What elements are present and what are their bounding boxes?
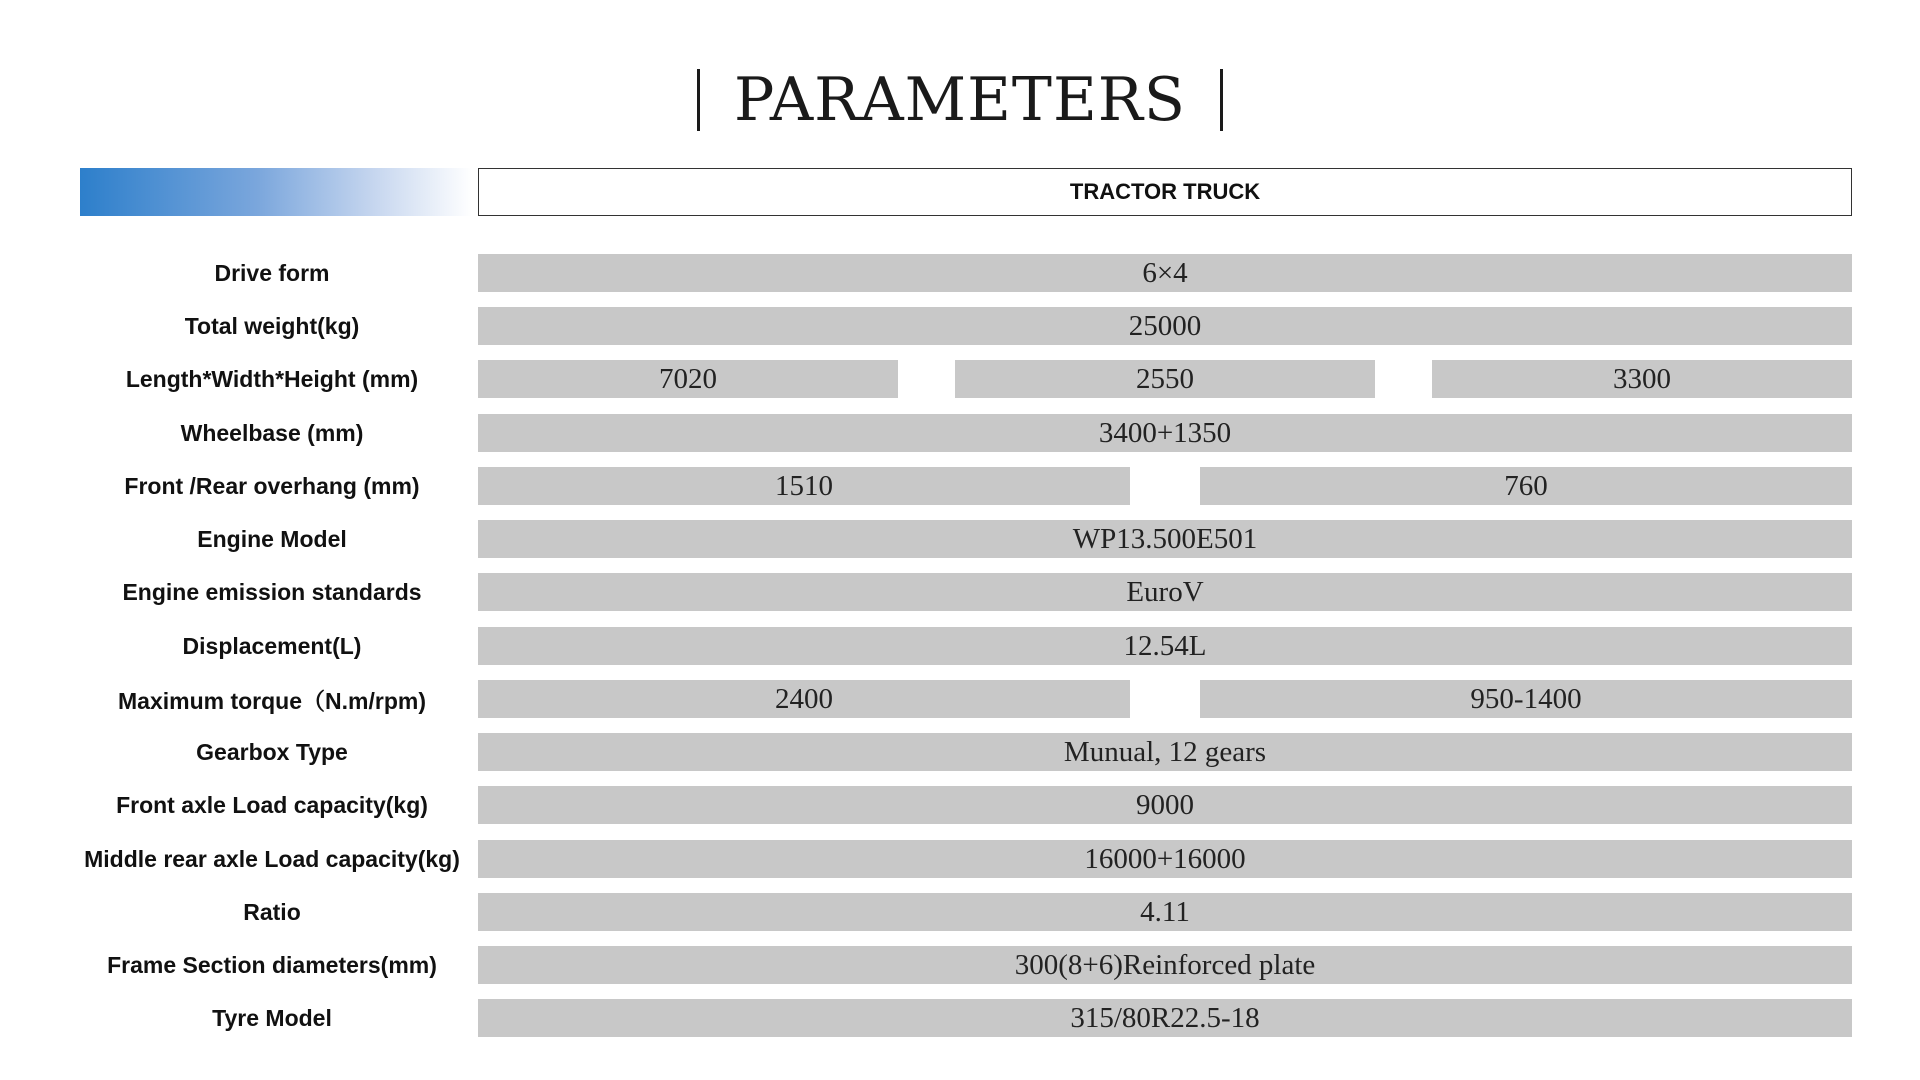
row-label: Length*Width*Height (mm) (125, 365, 419, 392)
row-label: Displacement(L) (182, 632, 362, 659)
row-label: Total weight(kg) (184, 312, 360, 339)
row-label: Front axle Load capacity(kg) (116, 791, 428, 818)
table-row (0, 573, 1920, 611)
row-value-rear: 760 (1200, 467, 1852, 505)
row-value-length: 7020 (478, 360, 898, 398)
title-right-bar (1220, 69, 1223, 131)
table-row (0, 307, 1920, 345)
row-value-width: 2550 (955, 360, 1375, 398)
table-row (0, 520, 1920, 558)
row-value: 9000 (478, 786, 1852, 824)
row-value: Munual, 12 gears (478, 733, 1852, 771)
table-row (0, 893, 1920, 931)
page-title-block (0, 60, 1920, 140)
row-label: Front /Rear overhang (mm) (124, 472, 420, 499)
row-label: Middle rear axle Load capacity(kg) (84, 845, 460, 872)
row-label: Frame Section diameters(mm) (107, 951, 437, 978)
row-value: 6×4 (478, 254, 1852, 292)
row-label: Tyre Model (212, 1004, 332, 1031)
header-gradient-bar (80, 168, 472, 216)
row-label: Engine Model (197, 525, 347, 552)
table-row (0, 360, 1920, 398)
row-value: 16000+16000 (478, 840, 1852, 878)
row-value: 315/80R22.5-18 (478, 999, 1852, 1037)
title-left-bar (697, 69, 700, 131)
page-title: PARAMETERS (733, 65, 1187, 135)
row-label: Drive form (214, 259, 330, 286)
table-row (0, 786, 1920, 824)
table-row (0, 414, 1920, 452)
row-value: 12.54L (478, 627, 1852, 665)
table-row (0, 999, 1920, 1037)
table-row (0, 467, 1920, 505)
row-value-front: 1510 (478, 467, 1130, 505)
table-row (0, 733, 1920, 771)
table-row (0, 840, 1920, 878)
row-value: WP13.500E501 (478, 520, 1852, 558)
table-row (0, 680, 1920, 718)
row-value-torque: 2400 (478, 680, 1130, 718)
table-header: TRACTOR TRUCK (478, 168, 1852, 216)
row-value-rpm: 950-1400 (1200, 680, 1852, 718)
row-label: Wheelbase (mm) (180, 419, 364, 446)
table-row (0, 946, 1920, 984)
row-value: 25000 (478, 307, 1852, 345)
row-label: Maximum torque（N.m/rpm) (118, 687, 426, 714)
row-value: 4.11 (478, 893, 1852, 931)
row-value: 3400+1350 (478, 414, 1852, 452)
table-row (0, 627, 1920, 665)
row-value-height: 3300 (1432, 360, 1852, 398)
row-value: EuroV (478, 573, 1852, 611)
row-label: Gearbox Type (196, 738, 348, 765)
row-value: 300(8+6)Reinforced plate (478, 946, 1852, 984)
row-label: Ratio (243, 898, 301, 925)
row-label: Engine emission standards (122, 578, 422, 605)
table-row (0, 254, 1920, 292)
